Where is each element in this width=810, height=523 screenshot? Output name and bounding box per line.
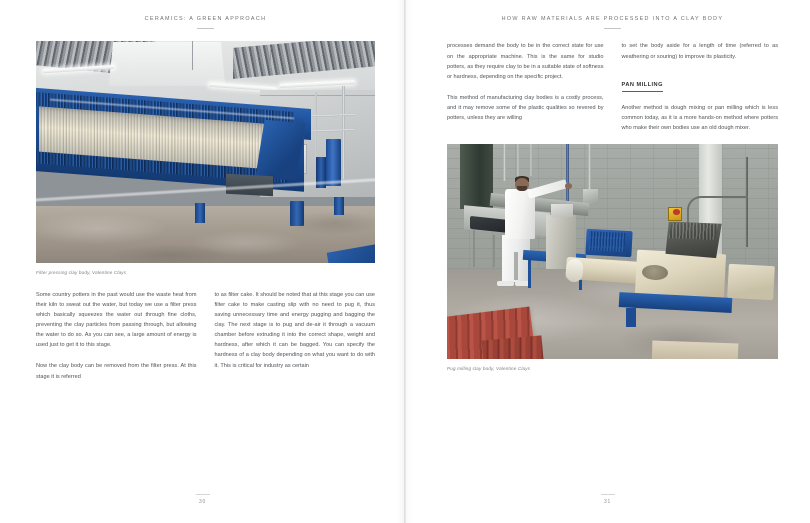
- pan-milling-heading: PAN MILLING: [622, 82, 663, 92]
- right-column-2: [622, 41, 779, 133]
- paragraph: Another method is dough mixing or pan milling which is less common today, as it is a more hands-on method where potters who make their own bodies use an old dough mixer.: [621, 104, 778, 132]
- stand-leg: [528, 260, 531, 288]
- emergency-stop-button: [673, 209, 680, 215]
- pug-mill-illustration: [447, 144, 778, 359]
- motor-fins: [589, 231, 626, 252]
- column-cap: [551, 204, 573, 217]
- left-column-2: [215, 290, 376, 382]
- barrel-nozzle: [565, 259, 583, 283]
- vertical-pipe: [315, 92, 317, 159]
- paragraph: to set the body aside for a length of time (referred to as weathering or souring) to improve its plasticity.: [621, 43, 778, 60]
- floor-board: [652, 341, 739, 360]
- left-page-number: 30: [199, 499, 206, 505]
- worker-leg-gap: [514, 252, 518, 280]
- left-running-head: [36, 0, 375, 29]
- left-figure-caption: Filter pressing clay body, Valentine Clays: [36, 270, 127, 276]
- bench-leg: [473, 230, 475, 267]
- right-figure-caption: Pug milling clay body, Valentine Clays: [447, 366, 531, 372]
- rail-leg: [334, 197, 344, 215]
- right-folio: [405, 494, 810, 505]
- right-column-1: [447, 41, 604, 133]
- machine-base-leg: [626, 308, 636, 327]
- ceiling-strut: [192, 41, 194, 70]
- wooden-pallet: [482, 335, 544, 359]
- ceiling-strut: [270, 48, 272, 68]
- wall-conduit: [566, 144, 569, 206]
- worker-hand: [565, 183, 572, 189]
- left-running-head-rule: [197, 28, 214, 29]
- left-folio: [0, 494, 405, 505]
- ceiling-beam: [108, 42, 224, 86]
- right-running-head-text: HOW RAW MATERIALS ARE PROCESSED INTO A CLAY BODY: [501, 16, 724, 22]
- paragraph: This method of manufacturing clay bodies is a costly process, and it may remove some of the plastic qualities so revered by potters, unless they are willing: [447, 94, 604, 121]
- book-spine: [404, 0, 406, 523]
- rail-leg: [290, 201, 304, 225]
- rail-leg: [195, 203, 205, 223]
- hopper-ribs: [669, 223, 719, 240]
- paragraph: to as filter cake. It should be noted that at this stage you can use filter cake to make casting slip with no need to pug it, thus saving unnecessary time and energy pugging and bagging the clay. The next stage is to pug and de-air it through a vacuum chamber before extruding it into the correct shape, weight and hardness, after which it can be bagged. You can specify the hardness of a clay body depending on what you want to do with it. This is critical for industry as certain: [214, 291, 375, 369]
- filter-press-photo: [36, 41, 375, 263]
- right-page: [405, 0, 810, 523]
- paragraph: Now the clay body can be removed from the filter press. At this stage it is referred: [36, 363, 197, 380]
- right-body-columns: [447, 41, 778, 133]
- left-body-columns: [36, 290, 375, 382]
- folio-rule: [601, 494, 615, 495]
- right-figure: [447, 144, 778, 372]
- pan-milling-heading-wrap: [622, 73, 779, 103]
- left-running-head-text: CERAMICS: A GREEN APPROACH: [144, 16, 267, 22]
- worker-shoe: [497, 281, 514, 287]
- filter-press-illustration: [36, 41, 375, 263]
- wall-conduit: [503, 144, 506, 181]
- wall-seam: [260, 95, 375, 96]
- right-running-head-rule: [604, 28, 621, 29]
- paragraph: Some country potters in the past would use the waste heat from their kiln to sweat out the water, but today we use a filter press which basically squeezes the water out through fine cloths, preventing the clay particles from passing through, but allowing the water to do so. As you can see, a large amount of energy is used just to get it to this stage.: [36, 291, 197, 349]
- vertical-pipe: [342, 86, 345, 179]
- paragraph: processes demand the body to be in the correct state for use on the appropriate machine. This is the same for studio potters, as they require clay to be in a suitable state of softness or hardness, depending on the specific project.: [447, 43, 604, 80]
- left-figure: [36, 41, 375, 276]
- right-page-number: 31: [604, 499, 611, 505]
- bench-leg: [493, 235, 495, 267]
- wall-conduit: [530, 144, 533, 176]
- doorway: [460, 144, 493, 209]
- wall-conduit: [517, 144, 520, 178]
- right-running-head: [447, 0, 778, 29]
- pug-mill-photo: [447, 144, 778, 359]
- end-drive-unit: [728, 263, 776, 300]
- left-column-1: [36, 290, 197, 382]
- folio-rule: [196, 494, 210, 495]
- wall-conduit: [588, 144, 591, 196]
